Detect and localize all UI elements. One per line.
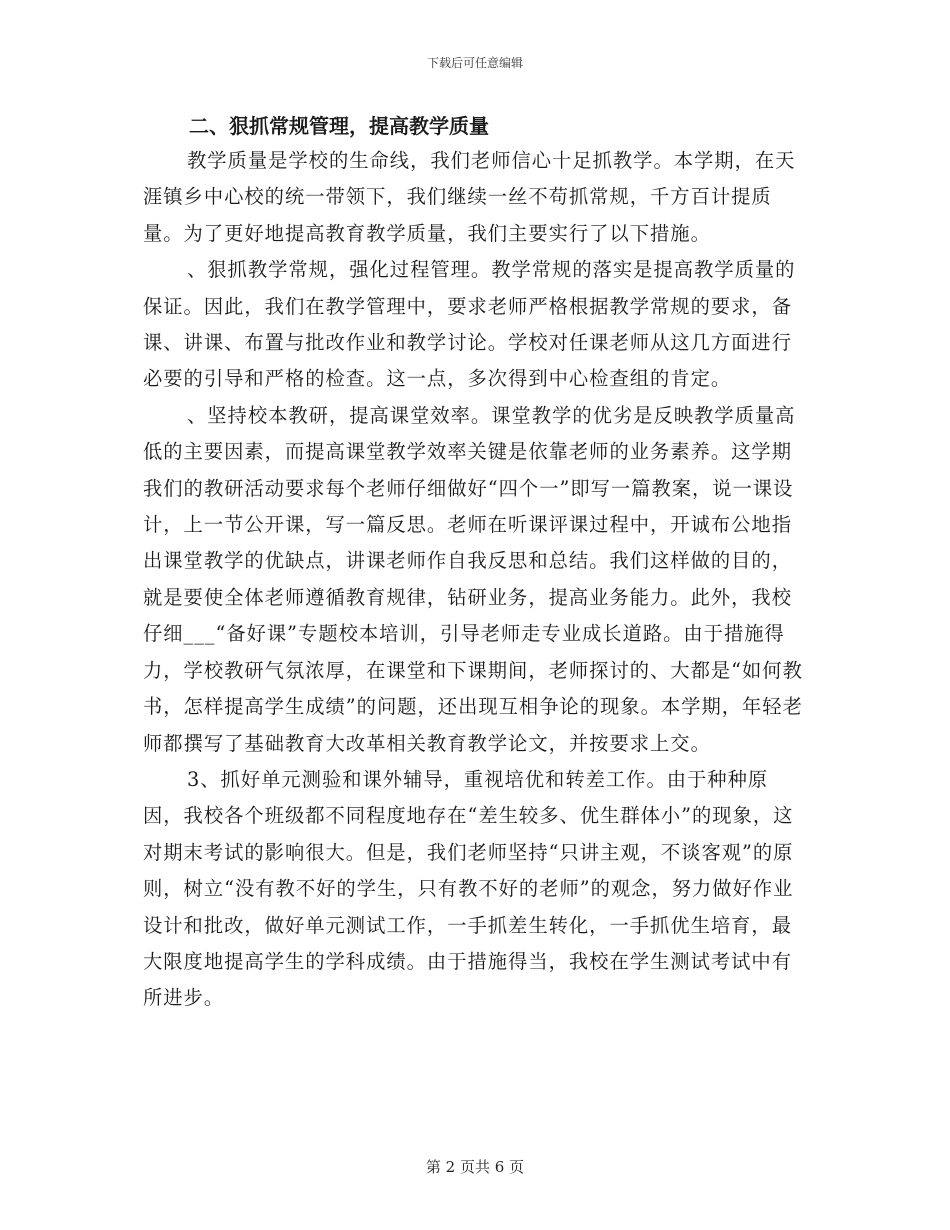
document-body <box>143 112 807 1017</box>
paragraph-routine-management: 、狠抓教学常规，强化过程管理。教学常规的落实是提高教学质量的保证。因此，我们在教学管理中，要求老师严格根据教学常规的要求，备课、讲课、布置与批改作业和教学讨论。学校对任课老师从这几方面进行必要的引导和严格的检查。这一点，多次得到中心检查组的肯定。 <box>143 258 796 391</box>
paragraph-school-research: 、坚持校本教研，提高课堂效率。课堂教学的优劣是反映教学质量高低的主要因素，而提高课堂教学效率关键是依靠老师的业务素养。这学期我们的教研活动要求每个老师仔细做好“四个一”即写一篇教案，说一课设计，上一节公开课，写一篇反思。老师在听课评课过程中，开诚布公地指出课堂教学的优缺点，讲课老师作自我反思和总结。我们这样做的目的，就是要使全体老师遵循教育规律，钻研业务，提高业务能力。此外，我校仔细___“备好课”专题校本培训，引导老师走专业成长道路。由于措施得力，学校教研气氛浓厚，在课堂和下课期间，老师探讨的、大都是“如何教书，怎样提高学生成绩”的问题，还出现互相争论的现象。本学期，年轻老师都撰写了基础教育大改革相关教育教学论文，并按要求上交。 <box>143 403 803 755</box>
page-header: 下载后可任意编辑 <box>426 56 523 70</box>
paragraph-intro: 教学质量是学校的生命线，我们老师信心十足抓教学。本学期，在天涯镇乡中心校的统一带领下，我们继续一丝不苟抓常规，千方百计提质量。为了更好地提高教育教学质量，我们主要实行了以下措施。 <box>143 149 796 245</box>
section-heading: 二、狠抓常规管理，提高教学质量 <box>189 114 489 138</box>
paragraph-unit-tests: 3、抓好单元测验和课外辅导，重视培优和转差工作。由于种种原因，我校各个班级都不同程度地存在“差生较多、优生群体小”的现象，这对期末考试的影响很大。但是，我们老师坚持“只讲主观，不谈客观”的原则，树立“没有教不好的学生，只有教不好的老师”的观念，努力做好作业设计和批改，做好单元测试工作，一手抓差生转化，一手抓优生培育，最大限度地提高学生的学科成绩。由于措施得当，我校在学生测试考试中有所进步。 <box>143 767 794 1010</box>
page-footer: 第 2 页共 6 页 <box>425 1158 525 1176</box>
